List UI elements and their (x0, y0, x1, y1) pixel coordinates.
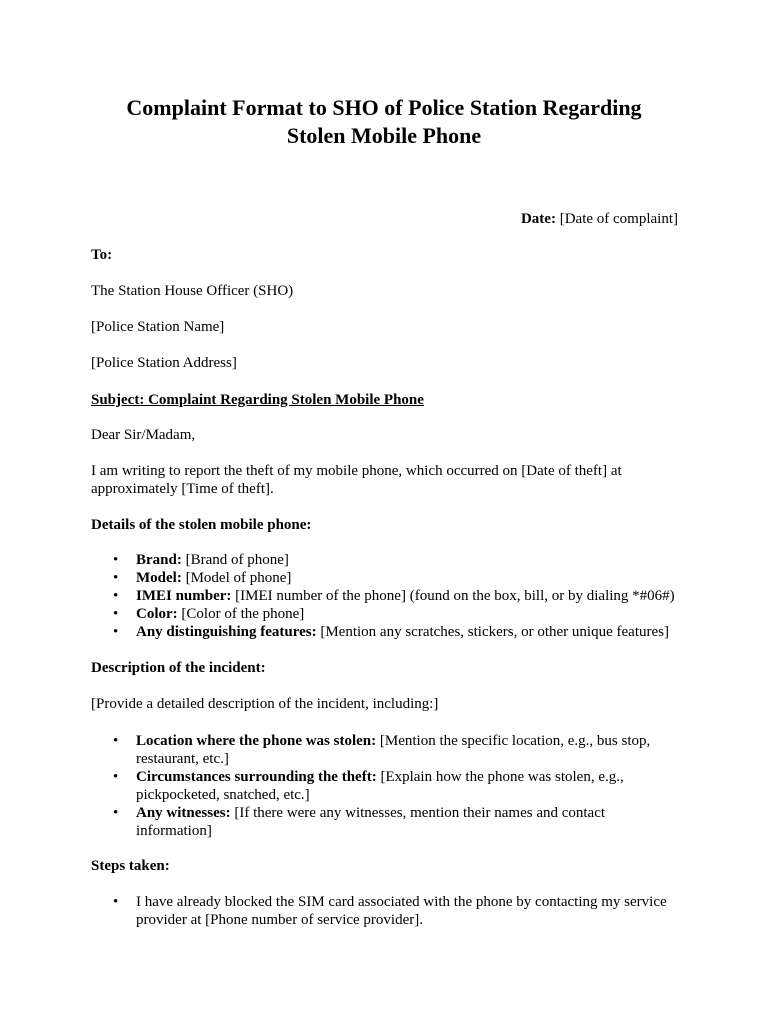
details-heading: Details of the stolen mobile phone: (91, 517, 312, 533)
intro-paragraph (91, 462, 691, 498)
incident-intro: [Provide a detailed description of the incident, including:] (91, 696, 439, 712)
recipient: The Station House Officer (SHO) (91, 283, 294, 299)
document-title (60, 94, 708, 150)
incident-list (91, 732, 681, 840)
date-label: Date: (520, 211, 556, 227)
title-line-1: Complaint Format to SHO of Police Station Regarding (126, 95, 642, 120)
list-item: • Any distinguishing features: [Mention any scratches, stickers, or other unique features] (91, 623, 681, 641)
date-line (521, 210, 678, 228)
list-item: • I have already blocked the SIM card associated with the phone by contacting my service provider at [Phone number of service provider]. (91, 893, 681, 929)
intro-line-1: I am writing to report the theft of my mobile phone, which occurred on [Date of theft] at (91, 463, 622, 479)
station-name: [Police Station Name] (91, 319, 225, 335)
list-item: • Circumstances surrounding the theft: [Explain how the phone was stolen, e.g., pickpocketed, snatched, etc.] (91, 768, 681, 804)
list-item: • Any witnesses: [If there were any witnesses, mention their names and contact information] (91, 804, 681, 840)
station-address: [Police Station Address] (91, 355, 237, 371)
subject-line: Subject: Complaint Regarding Stolen Mobile Phone (91, 392, 424, 408)
list-item: • Brand: [Brand of phone] (91, 551, 681, 569)
title-line-2: Stolen Mobile Phone (286, 123, 482, 148)
steps-heading: Steps taken: (91, 858, 170, 874)
to-label: To: (91, 247, 113, 263)
steps-list (91, 893, 681, 929)
incident-heading: Description of the incident: (91, 660, 266, 676)
list-item: • IMEI number: [IMEI number of the phone] (found on the box, bill, or by dialing *#06#) (91, 587, 681, 605)
list-item: • Model: [Model of phone] (91, 569, 681, 587)
intro-line-2: approximately [Time of theft]. (91, 481, 274, 497)
salutation: Dear Sir/Madam, (91, 427, 196, 443)
date-value: [Date of complaint] (555, 211, 678, 227)
list-item: • Color: [Color of the phone] (91, 605, 681, 623)
list-item: • Location where the phone was stolen: [Mention the specific location, e.g., bus stop, restaurant, etc.] (91, 732, 681, 768)
details-list (91, 551, 681, 641)
